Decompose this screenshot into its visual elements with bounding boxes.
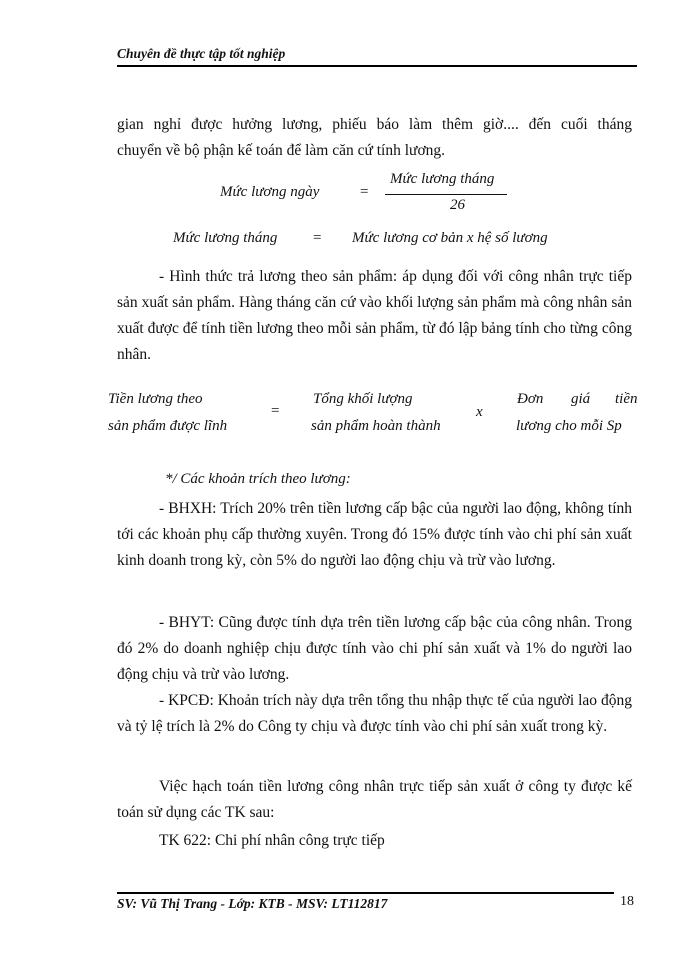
formula-product-wage-lhs-line2: sản phẩm được lĩnh [108, 418, 228, 434]
fraction-bar [385, 194, 507, 195]
page-number: 18 [620, 894, 634, 909]
formula-product-wage-multiply: x [476, 404, 483, 420]
tk-622-line: TK 622: Chi phí nhân công trực tiếp [159, 832, 385, 849]
kpcd-paragraph: - KPCĐ: Khoản trích này dựa trên tổng thu nhập thực tế của người lao động và tỷ lệ trích là 2% do Công ty chịu và được tính vào chi phí sản xuất trong kỳ. [117, 692, 632, 735]
formula-daily-wage-lhs: Mức lương ngày [220, 184, 320, 200]
formula-monthly-wage-lhs: Mức lương tháng [173, 230, 278, 246]
formula-daily-wage-equals: = [360, 184, 369, 200]
bhyt-paragraph: - BHYT: Cũng được tính dựa trên tiền lương cấp bậc của công nhân. Trong đó 2% do doanh nghiệp chịu được tính vào chi phí sản xuất và 1% do người lao động chịu và trừ vào lương. [117, 614, 632, 683]
formula-daily-wage-denominator: 26 [450, 197, 465, 213]
formula-product-wage-mid-line1: Tổng khối lượng [313, 391, 413, 407]
formula-product-wage-rhs-word1: Đơn [517, 391, 544, 407]
formula-product-wage-equals: = [271, 403, 280, 419]
formula-monthly-wage-equals: = [313, 230, 322, 246]
formula-product-wage-lhs-line1: Tiền lương theo [108, 391, 203, 407]
footer-author: SV: Vũ Thị Trang - Lớp: KTB - MSV: LT112817 [117, 896, 388, 911]
accounting-paragraph: Việc hạch toán tiền lương công nhân trực tiếp sản xuất ở công ty được kế toán sử dụng các TK sau: [117, 778, 632, 821]
page-header: Chuyên đề thực tập tốt nghiệp [117, 46, 637, 67]
formula-product-wage-rhs-word3: tiền [615, 391, 638, 407]
deductions-heading: */ Các khoản trích theo lương: [165, 471, 351, 487]
formula-daily-wage-numerator: Mức lương tháng [390, 171, 495, 187]
product-pay-paragraph: - Hình thức trả lương theo sản phẩm: áp dụng đối với công nhân trực tiếp sản xuất sản phẩm. Hàng tháng căn cứ vào khối lượng sản phẩm mà công nhân sản xuất được để tính tiền lương theo mỗi sản phẩm, từ đó lập bảng tính cho từng công nhân. [117, 268, 632, 363]
intro-line-1: gian nghỉ được hưởng lương, phiếu báo làm thêm giờ.... đến cuối tháng [117, 116, 632, 133]
footer-divider [117, 892, 614, 894]
formula-product-wage-mid-line2: sản phẩm hoàn thành [311, 418, 441, 434]
formula-product-wage-rhs-line2: lương cho mỗi Sp [516, 418, 622, 434]
bhxh-paragraph: - BHXH: Trích 20% trên tiền lương cấp bậc của người lao động, không tính tới các khoản phụ cấp thường xuyên. Trong đó 15% được tính vào chi phí sản xuất kinh doanh trong kỳ, còn 5% do người lao động chịu và trừ vào lương. [117, 500, 632, 569]
formula-product-wage-rhs-word2: giá [571, 391, 591, 407]
intro-line-2: chuyển về bộ phận kế toán để làm căn cứ tính lương. [117, 142, 446, 159]
formula-monthly-wage-rhs: Mức lương cơ bản x hệ số lương [352, 230, 548, 246]
